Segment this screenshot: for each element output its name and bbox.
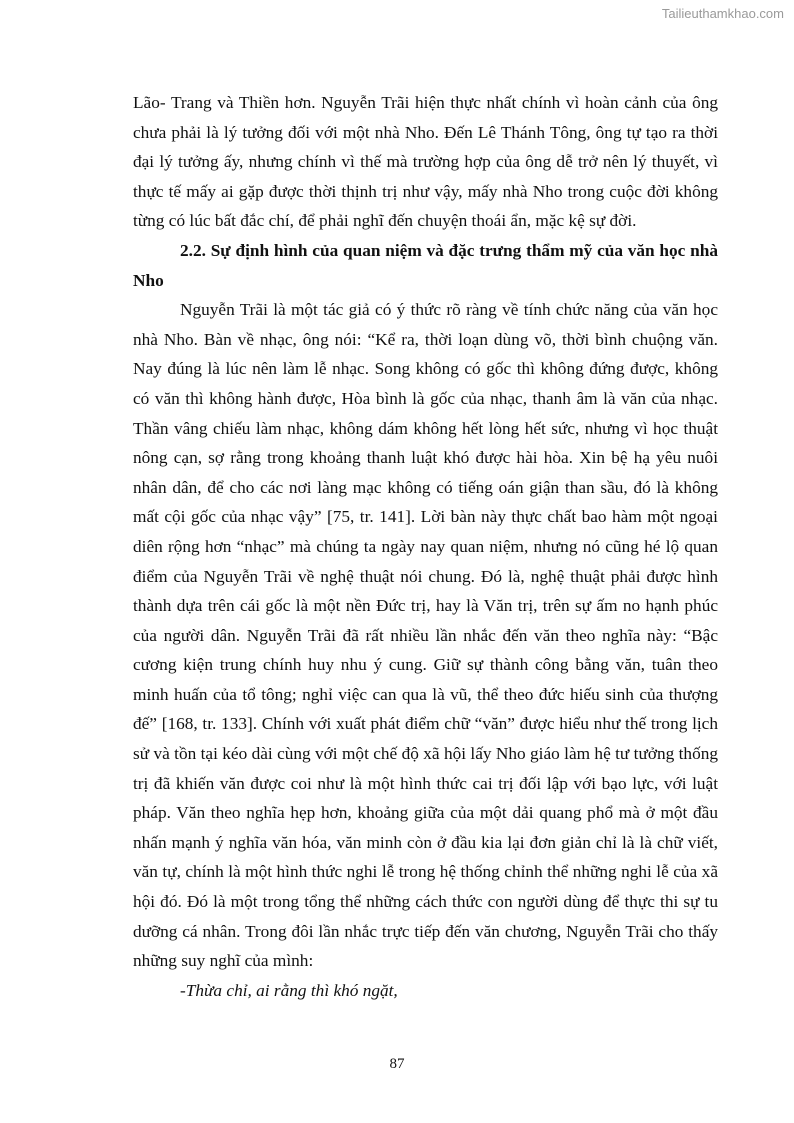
paragraph-continued: Lão- Trang và Thiền hơn. Nguyễn Trãi hiện thực nhất chính vì hoàn cảnh của ông chưa phải là lý tưởng đối với một nhà Nho. Đến Lê Thánh Tông, ông tự tạo ra thời đại lý tưởng ấy, nhưng chính vì thế mà trường hợp của ông dễ trở nên lý thuyết, vì thực tế mấy ai gặp được thời thịnh trị như vậy, mấy nhà Nho trong cuộc đời không từng có lúc bất đắc chí, để phải nghĩ đến chuyện thoái ẩn, mặc kệ sự đời. xyxy=(133,93,718,231)
page-body xyxy=(133,88,718,1005)
section-heading: 2.2. Sự định hình của quan niệm và đặc trưng thẩm mỹ của văn học nhà Nho xyxy=(133,240,718,290)
verse-line: -Thừa chỉ, ai rằng thì khó ngặt, xyxy=(180,980,398,1000)
watermark: Tailieuthamkhao.com xyxy=(661,6,784,21)
page-number: 87 xyxy=(389,1056,405,1072)
paragraph-main: Nguyễn Trãi là một tác giả có ý thức rõ ràng về tính chức năng của văn học nhà Nho. Bàn về nhạc, ông nói: “Kể ra, thời loạn dùng võ, thời bình chuộng văn. Nay đúng là lúc nên làm lễ nhạc. Song không có gốc thì không đứng được, không có văn thì không hành được, Hòa bình là gốc của nhạc, thanh âm là văn của nhạc. Thần vâng chiếu làm nhạc, không dám không hết lòng hết sức, nhưng vì học thuật nông cạn, sợ rằng trong khoảng thanh luật khó được hài hòa. Xin bệ hạ yêu nuôi nhân dân, để cho các nơi làng mạc không có tiếng oán giận than sầu, đó là không mất cội gốc của nhạc vậy” [75, tr. 141]. Lời bàn này thực chất bao hàm một ngoại diên rộng hơn “nhạc” mà chúng ta ngày nay quan niệm, nhưng nó cũng hé lộ quan điểm của Nguyễn Trãi về nghệ thuật nói chung. Đó là, nghệ thuật phải được hình thành dựa trên cái gốc là một nền Đức trị, hay là Văn trị, trên sự ấm no hạnh phúc của người dân. Nguyễn Trãi đã rất nhiều lần nhắc đến văn theo nghĩa này: “Bậc cương kiện trung chính huy nhu ý cung. Giữ sự thành công bằng văn, tuân theo minh huấn của tổ tông; nghỉ việc can qua là vũ, thể theo đức hiếu sinh của thượng đế” [168, tr. 133]. Chính với xuất phát điểm chữ “văn” được hiểu như thế trong lịch sử và tồn tại kéo dài cùng với một chế độ xã hội lấy Nho giáo làm hệ tư tưởng thống trị đã khiến văn được coi như là một hình thức cai trị đối lập với bạo lực, với luật pháp. Văn theo nghĩa hẹp hơn, khoảng giữa của một dải quang phổ mà ở một đầu nhấn mạnh ý nghĩa văn hóa, văn minh còn ở đầu kia lại đơn giản chỉ là là chữ viết, văn tự, chính là một hình thức nghi lễ trong hệ thống chỉnh thể những nghi lễ của xã hội đó. Đó là một trong tổng thể những cách thức con người dùng để thực thi sự tu dưỡng cá nhân. Trong đôi lần nhắc trực tiếp đến văn chương, Nguyễn Trãi cho thấy những suy nghĩ của mình: xyxy=(133,300,718,971)
